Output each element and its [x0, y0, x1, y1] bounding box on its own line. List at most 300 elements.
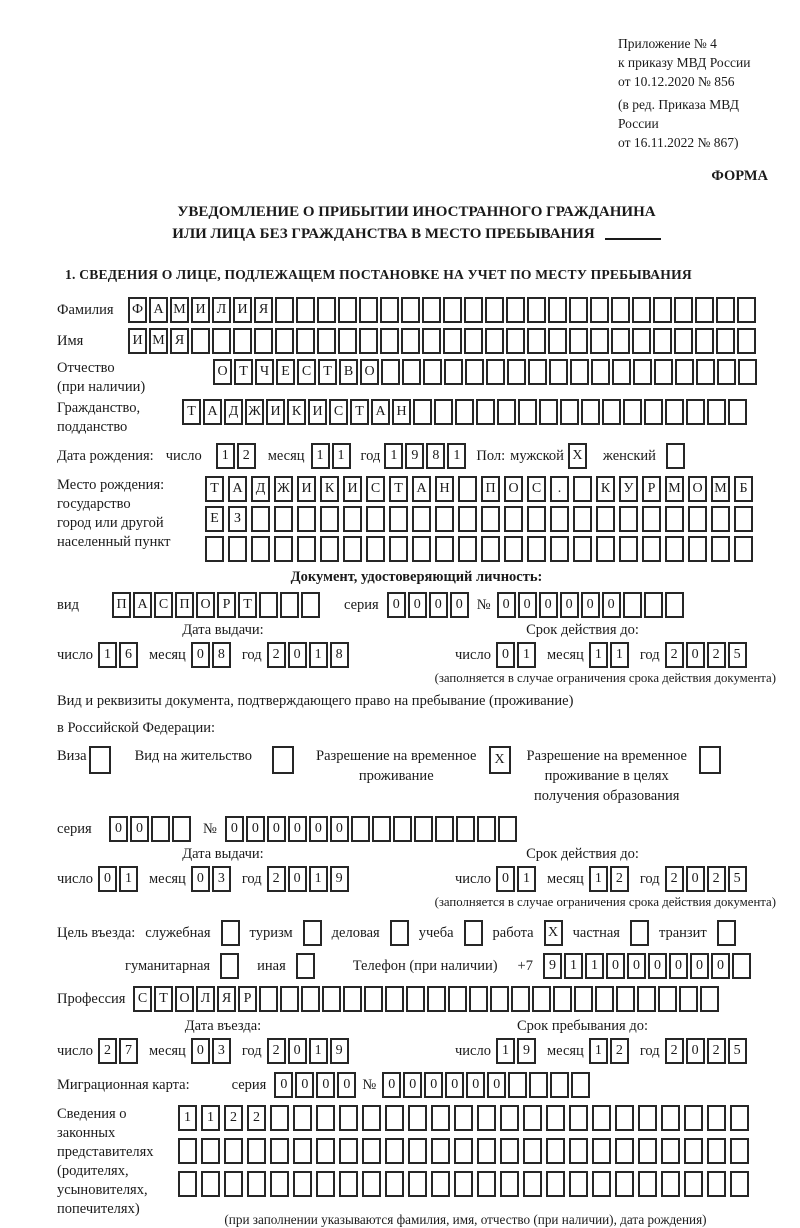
char-cell[interactable]	[456, 816, 475, 842]
char-cell[interactable]: Р	[238, 986, 257, 1012]
char-cell[interactable]	[699, 746, 721, 774]
char-cell[interactable]: М	[170, 297, 189, 323]
char-cell[interactable]: О	[213, 359, 232, 385]
char-cell[interactable]	[590, 297, 609, 323]
char-cell[interactable]: Д	[251, 476, 270, 502]
char-cell[interactable]: 3	[212, 1038, 231, 1064]
char-cell[interactable]	[527, 506, 546, 532]
char-cell[interactable]: Т	[350, 399, 369, 425]
char-cell[interactable]	[465, 359, 484, 385]
char-cell[interactable]	[259, 592, 278, 618]
char-cell[interactable]	[560, 399, 579, 425]
char-cell[interactable]	[274, 536, 293, 562]
char-cell[interactable]	[435, 506, 454, 532]
char-cell[interactable]	[316, 1171, 335, 1197]
char-cell[interactable]: С	[133, 986, 152, 1012]
char-cell[interactable]	[696, 359, 715, 385]
char-cell[interactable]	[707, 1105, 726, 1131]
char-cell[interactable]: 1	[309, 642, 328, 668]
char-cell[interactable]	[569, 297, 588, 323]
char-cell[interactable]	[730, 1138, 749, 1164]
char-cell[interactable]	[296, 297, 315, 323]
char-cell[interactable]: 1	[564, 953, 583, 979]
char-cell[interactable]	[458, 536, 477, 562]
char-cell[interactable]: Ч	[255, 359, 274, 385]
char-cell[interactable]	[408, 1171, 427, 1197]
char-cell[interactable]: 0	[450, 592, 469, 618]
char-cell[interactable]: С	[527, 476, 546, 502]
char-cell[interactable]	[571, 1072, 590, 1098]
char-cell[interactable]	[623, 592, 642, 618]
char-cell[interactable]	[464, 920, 483, 946]
char-cell[interactable]	[389, 506, 408, 532]
char-cell[interactable]	[507, 359, 526, 385]
char-cell[interactable]	[500, 1105, 519, 1131]
char-cell[interactable]	[498, 816, 517, 842]
char-cell[interactable]	[443, 297, 462, 323]
char-cell[interactable]: 9	[405, 443, 424, 469]
char-cell[interactable]: 0	[429, 592, 448, 618]
char-cell[interactable]	[596, 506, 615, 532]
char-cell[interactable]	[297, 506, 316, 532]
char-cell[interactable]: 8	[426, 443, 445, 469]
char-cell[interactable]	[581, 399, 600, 425]
char-cell[interactable]	[619, 536, 638, 562]
char-cell[interactable]	[506, 328, 525, 354]
char-cell[interactable]	[254, 328, 273, 354]
char-cell[interactable]	[730, 1105, 749, 1131]
char-cell[interactable]	[372, 816, 391, 842]
char-cell[interactable]: 2	[247, 1105, 266, 1131]
char-cell[interactable]	[546, 1138, 565, 1164]
char-cell[interactable]	[529, 1072, 548, 1098]
char-cell[interactable]: 0	[497, 592, 516, 618]
char-cell[interactable]: И	[343, 476, 362, 502]
char-cell[interactable]: 1	[517, 642, 536, 668]
char-cell[interactable]	[172, 816, 191, 842]
char-cell[interactable]: 0	[382, 1072, 401, 1098]
char-cell[interactable]	[191, 328, 210, 354]
char-cell[interactable]	[272, 746, 294, 774]
char-cell[interactable]	[338, 328, 357, 354]
char-cell[interactable]	[638, 1138, 657, 1164]
char-cell[interactable]: Т	[238, 592, 257, 618]
char-cell[interactable]	[497, 399, 516, 425]
char-cell[interactable]	[443, 328, 462, 354]
char-cell[interactable]: 2	[665, 866, 684, 892]
char-cell[interactable]	[707, 1171, 726, 1197]
char-cell[interactable]: 1	[610, 642, 629, 668]
char-cell[interactable]: М	[665, 476, 684, 502]
char-cell[interactable]	[317, 297, 336, 323]
char-cell[interactable]	[366, 506, 385, 532]
char-cell[interactable]: 0	[445, 1072, 464, 1098]
char-cell[interactable]: 9	[517, 1038, 536, 1064]
char-cell[interactable]: 1	[311, 443, 330, 469]
char-cell[interactable]: 0	[288, 1038, 307, 1064]
char-cell[interactable]	[431, 1105, 450, 1131]
char-cell[interactable]	[385, 1171, 404, 1197]
char-cell[interactable]	[422, 328, 441, 354]
char-cell[interactable]: 1	[589, 866, 608, 892]
char-cell[interactable]: Ф	[128, 297, 147, 323]
char-cell[interactable]	[270, 1138, 289, 1164]
char-cell[interactable]: Н	[435, 476, 454, 502]
char-cell[interactable]: 0	[648, 953, 667, 979]
char-cell[interactable]: Е	[276, 359, 295, 385]
char-cell[interactable]	[661, 1171, 680, 1197]
char-cell[interactable]: 2	[665, 1038, 684, 1064]
char-cell[interactable]	[293, 1171, 312, 1197]
char-cell[interactable]: 0	[288, 866, 307, 892]
char-cell[interactable]: К	[320, 476, 339, 502]
char-cell[interactable]: 0	[288, 642, 307, 668]
char-cell[interactable]	[527, 536, 546, 562]
char-cell[interactable]	[573, 506, 592, 532]
char-cell[interactable]	[569, 1171, 588, 1197]
char-cell[interactable]: 0	[191, 866, 210, 892]
char-cell[interactable]: У	[619, 476, 638, 502]
char-cell[interactable]: Я	[170, 328, 189, 354]
char-cell[interactable]	[435, 816, 454, 842]
char-cell[interactable]: 0	[316, 1072, 335, 1098]
char-cell[interactable]	[511, 986, 530, 1012]
char-cell[interactable]	[717, 359, 736, 385]
char-cell[interactable]	[224, 1138, 243, 1164]
char-cell[interactable]	[380, 328, 399, 354]
char-cell[interactable]: С	[297, 359, 316, 385]
char-cell[interactable]	[385, 1138, 404, 1164]
char-cell[interactable]: 2	[610, 866, 629, 892]
char-cell[interactable]: 9	[330, 1038, 349, 1064]
char-cell[interactable]: 0	[191, 1038, 210, 1064]
char-cell[interactable]: Р	[217, 592, 236, 618]
char-cell[interactable]	[717, 920, 736, 946]
char-cell[interactable]	[406, 986, 425, 1012]
char-cell[interactable]	[322, 986, 341, 1012]
char-cell[interactable]	[435, 536, 454, 562]
char-cell[interactable]	[362, 1171, 381, 1197]
char-cell[interactable]: И	[233, 297, 252, 323]
char-cell[interactable]: 2	[610, 1038, 629, 1064]
char-cell[interactable]	[527, 297, 546, 323]
char-cell[interactable]	[638, 1105, 657, 1131]
char-cell[interactable]: 8	[330, 642, 349, 668]
char-cell[interactable]	[359, 297, 378, 323]
char-cell[interactable]	[638, 1171, 657, 1197]
char-cell[interactable]: 2	[98, 1038, 117, 1064]
char-cell[interactable]: А	[228, 476, 247, 502]
char-cell[interactable]: 0	[686, 1038, 705, 1064]
char-cell[interactable]: 0	[246, 816, 265, 842]
char-cell[interactable]	[602, 399, 621, 425]
char-cell[interactable]	[221, 920, 240, 946]
char-cell[interactable]: 9	[543, 953, 562, 979]
char-cell[interactable]	[89, 746, 111, 774]
char-cell[interactable]: С	[154, 592, 173, 618]
char-cell[interactable]: К	[287, 399, 306, 425]
char-cell[interactable]: А	[133, 592, 152, 618]
char-cell[interactable]: 1	[589, 1038, 608, 1064]
char-cell[interactable]	[469, 986, 488, 1012]
char-cell[interactable]: 0	[274, 1072, 293, 1098]
char-cell[interactable]	[408, 1105, 427, 1131]
char-cell[interactable]	[422, 297, 441, 323]
char-cell[interactable]	[364, 986, 383, 1012]
char-cell[interactable]	[679, 986, 698, 1012]
char-cell[interactable]	[569, 1138, 588, 1164]
char-cell[interactable]	[737, 297, 756, 323]
char-cell[interactable]: 0	[330, 816, 349, 842]
char-cell[interactable]	[251, 536, 270, 562]
char-cell[interactable]: А	[203, 399, 222, 425]
char-cell[interactable]: З	[228, 506, 247, 532]
char-cell[interactable]	[481, 506, 500, 532]
char-cell[interactable]	[270, 1171, 289, 1197]
char-cell[interactable]	[228, 536, 247, 562]
char-cell[interactable]	[339, 1105, 358, 1131]
char-cell[interactable]	[412, 506, 431, 532]
char-cell[interactable]: Т	[389, 476, 408, 502]
char-cell[interactable]: О	[196, 592, 215, 618]
char-cell[interactable]: П	[481, 476, 500, 502]
char-cell[interactable]: 1	[585, 953, 604, 979]
char-cell[interactable]	[665, 592, 684, 618]
char-cell[interactable]: 1	[119, 866, 138, 892]
char-cell[interactable]: 0	[518, 592, 537, 618]
char-cell[interactable]	[444, 359, 463, 385]
char-cell[interactable]: И	[191, 297, 210, 323]
char-cell[interactable]: Е	[205, 506, 224, 532]
char-cell[interactable]: В	[339, 359, 358, 385]
char-cell[interactable]	[518, 399, 537, 425]
char-cell[interactable]	[205, 536, 224, 562]
char-cell[interactable]	[595, 986, 614, 1012]
char-cell[interactable]	[716, 297, 735, 323]
char-cell[interactable]: 0	[466, 1072, 485, 1098]
char-cell[interactable]	[642, 536, 661, 562]
char-cell[interactable]: 0	[686, 866, 705, 892]
char-cell[interactable]	[642, 506, 661, 532]
char-cell[interactable]	[590, 328, 609, 354]
char-cell[interactable]	[431, 1171, 450, 1197]
char-cell[interactable]: X	[544, 920, 563, 946]
char-cell[interactable]	[201, 1171, 220, 1197]
char-cell[interactable]	[633, 359, 652, 385]
char-cell[interactable]	[317, 328, 336, 354]
char-cell[interactable]	[546, 1105, 565, 1131]
char-cell[interactable]	[612, 359, 631, 385]
char-cell[interactable]: 0	[496, 642, 515, 668]
char-cell[interactable]: 0	[267, 816, 286, 842]
char-cell[interactable]: 1	[589, 642, 608, 668]
char-cell[interactable]	[644, 592, 663, 618]
char-cell[interactable]	[297, 536, 316, 562]
char-cell[interactable]: Л	[196, 986, 215, 1012]
char-cell[interactable]	[700, 986, 719, 1012]
char-cell[interactable]	[737, 328, 756, 354]
char-cell[interactable]: А	[412, 476, 431, 502]
char-cell[interactable]: Н	[392, 399, 411, 425]
char-cell[interactable]	[320, 536, 339, 562]
char-cell[interactable]	[592, 1105, 611, 1131]
char-cell[interactable]	[550, 536, 569, 562]
char-cell[interactable]	[716, 328, 735, 354]
char-cell[interactable]: 2	[224, 1105, 243, 1131]
char-cell[interactable]	[615, 1105, 634, 1131]
char-cell[interactable]	[381, 359, 400, 385]
char-cell[interactable]	[301, 986, 320, 1012]
char-cell[interactable]	[259, 986, 278, 1012]
char-cell[interactable]: И	[297, 476, 316, 502]
char-cell[interactable]	[339, 1171, 358, 1197]
char-cell[interactable]: Р	[642, 476, 661, 502]
char-cell[interactable]: О	[688, 476, 707, 502]
char-cell[interactable]	[275, 328, 294, 354]
char-cell[interactable]: К	[596, 476, 615, 502]
char-cell[interactable]	[738, 359, 757, 385]
char-cell[interactable]	[684, 1138, 703, 1164]
char-cell[interactable]	[233, 328, 252, 354]
char-cell[interactable]	[619, 506, 638, 532]
char-cell[interactable]: И	[308, 399, 327, 425]
char-cell[interactable]	[351, 816, 370, 842]
char-cell[interactable]	[573, 536, 592, 562]
char-cell[interactable]	[477, 1171, 496, 1197]
char-cell[interactable]: И	[266, 399, 285, 425]
char-cell[interactable]	[293, 1105, 312, 1131]
char-cell[interactable]	[686, 399, 705, 425]
char-cell[interactable]: 0	[408, 592, 427, 618]
char-cell[interactable]	[506, 297, 525, 323]
char-cell[interactable]	[654, 359, 673, 385]
char-cell[interactable]	[532, 986, 551, 1012]
char-cell[interactable]: 1	[216, 443, 235, 469]
char-cell[interactable]	[485, 297, 504, 323]
char-cell[interactable]	[251, 506, 270, 532]
char-cell[interactable]	[296, 953, 315, 979]
char-cell[interactable]	[707, 399, 726, 425]
char-cell[interactable]	[455, 399, 474, 425]
char-cell[interactable]	[280, 592, 299, 618]
char-cell[interactable]	[665, 536, 684, 562]
char-cell[interactable]	[504, 506, 523, 532]
char-cell[interactable]: Т	[234, 359, 253, 385]
char-cell[interactable]	[414, 816, 433, 842]
char-cell[interactable]	[274, 506, 293, 532]
char-cell[interactable]	[592, 1171, 611, 1197]
char-cell[interactable]	[359, 328, 378, 354]
char-cell[interactable]: 0	[669, 953, 688, 979]
char-cell[interactable]	[695, 328, 714, 354]
char-cell[interactable]	[454, 1171, 473, 1197]
char-cell[interactable]	[632, 328, 651, 354]
char-cell[interactable]	[707, 1138, 726, 1164]
char-cell[interactable]: 0	[539, 592, 558, 618]
char-cell[interactable]	[316, 1138, 335, 1164]
char-cell[interactable]: 1	[178, 1105, 197, 1131]
char-cell[interactable]	[412, 536, 431, 562]
char-cell[interactable]	[570, 359, 589, 385]
char-cell[interactable]	[684, 1171, 703, 1197]
char-cell[interactable]	[528, 359, 547, 385]
char-cell[interactable]: 0	[690, 953, 709, 979]
char-cell[interactable]	[431, 1138, 450, 1164]
char-cell[interactable]	[402, 359, 421, 385]
char-cell[interactable]: 0	[288, 816, 307, 842]
char-cell[interactable]	[280, 986, 299, 1012]
char-cell[interactable]	[546, 1171, 565, 1197]
char-cell[interactable]	[734, 506, 753, 532]
char-cell[interactable]: 0	[686, 642, 705, 668]
char-cell[interactable]: .	[550, 476, 569, 502]
char-cell[interactable]	[548, 297, 567, 323]
char-cell[interactable]	[247, 1171, 266, 1197]
char-cell[interactable]	[427, 986, 446, 1012]
char-cell[interactable]	[684, 1105, 703, 1131]
char-cell[interactable]	[477, 1105, 496, 1131]
char-cell[interactable]	[212, 328, 231, 354]
char-cell[interactable]: 2	[665, 642, 684, 668]
char-cell[interactable]	[301, 592, 320, 618]
char-cell[interactable]: 0	[309, 816, 328, 842]
char-cell[interactable]: Я	[254, 297, 273, 323]
char-cell[interactable]	[592, 1138, 611, 1164]
char-cell[interactable]	[653, 297, 672, 323]
char-cell[interactable]: 1	[309, 1038, 328, 1064]
char-cell[interactable]: 1	[384, 443, 403, 469]
char-cell[interactable]: П	[175, 592, 194, 618]
char-cell[interactable]: 5	[728, 866, 747, 892]
char-cell[interactable]: О	[360, 359, 379, 385]
char-cell[interactable]	[316, 1105, 335, 1131]
char-cell[interactable]	[458, 506, 477, 532]
char-cell[interactable]	[569, 328, 588, 354]
char-cell[interactable]: 0	[191, 642, 210, 668]
char-cell[interactable]	[458, 476, 477, 502]
char-cell[interactable]	[224, 1171, 243, 1197]
char-cell[interactable]	[303, 920, 322, 946]
char-cell[interactable]: А	[371, 399, 390, 425]
char-cell[interactable]	[591, 359, 610, 385]
char-cell[interactable]	[343, 536, 362, 562]
char-cell[interactable]: О	[175, 986, 194, 1012]
char-cell[interactable]	[539, 399, 558, 425]
char-cell[interactable]	[476, 399, 495, 425]
char-cell[interactable]	[178, 1138, 197, 1164]
char-cell[interactable]	[362, 1138, 381, 1164]
char-cell[interactable]	[393, 816, 412, 842]
char-cell[interactable]	[695, 297, 714, 323]
char-cell[interactable]	[653, 328, 672, 354]
char-cell[interactable]	[611, 328, 630, 354]
char-cell[interactable]: 1	[332, 443, 351, 469]
char-cell[interactable]: 0	[627, 953, 646, 979]
char-cell[interactable]	[343, 986, 362, 1012]
char-cell[interactable]: Т	[182, 399, 201, 425]
char-cell[interactable]	[644, 399, 663, 425]
char-cell[interactable]: 0	[225, 816, 244, 842]
char-cell[interactable]: 2	[267, 642, 286, 668]
char-cell[interactable]	[481, 536, 500, 562]
char-cell[interactable]	[320, 506, 339, 532]
char-cell[interactable]	[293, 1138, 312, 1164]
char-cell[interactable]	[553, 986, 572, 1012]
char-cell[interactable]: Ж	[245, 399, 264, 425]
char-cell[interactable]: 9	[330, 866, 349, 892]
char-cell[interactable]	[548, 328, 567, 354]
char-cell[interactable]	[675, 359, 694, 385]
